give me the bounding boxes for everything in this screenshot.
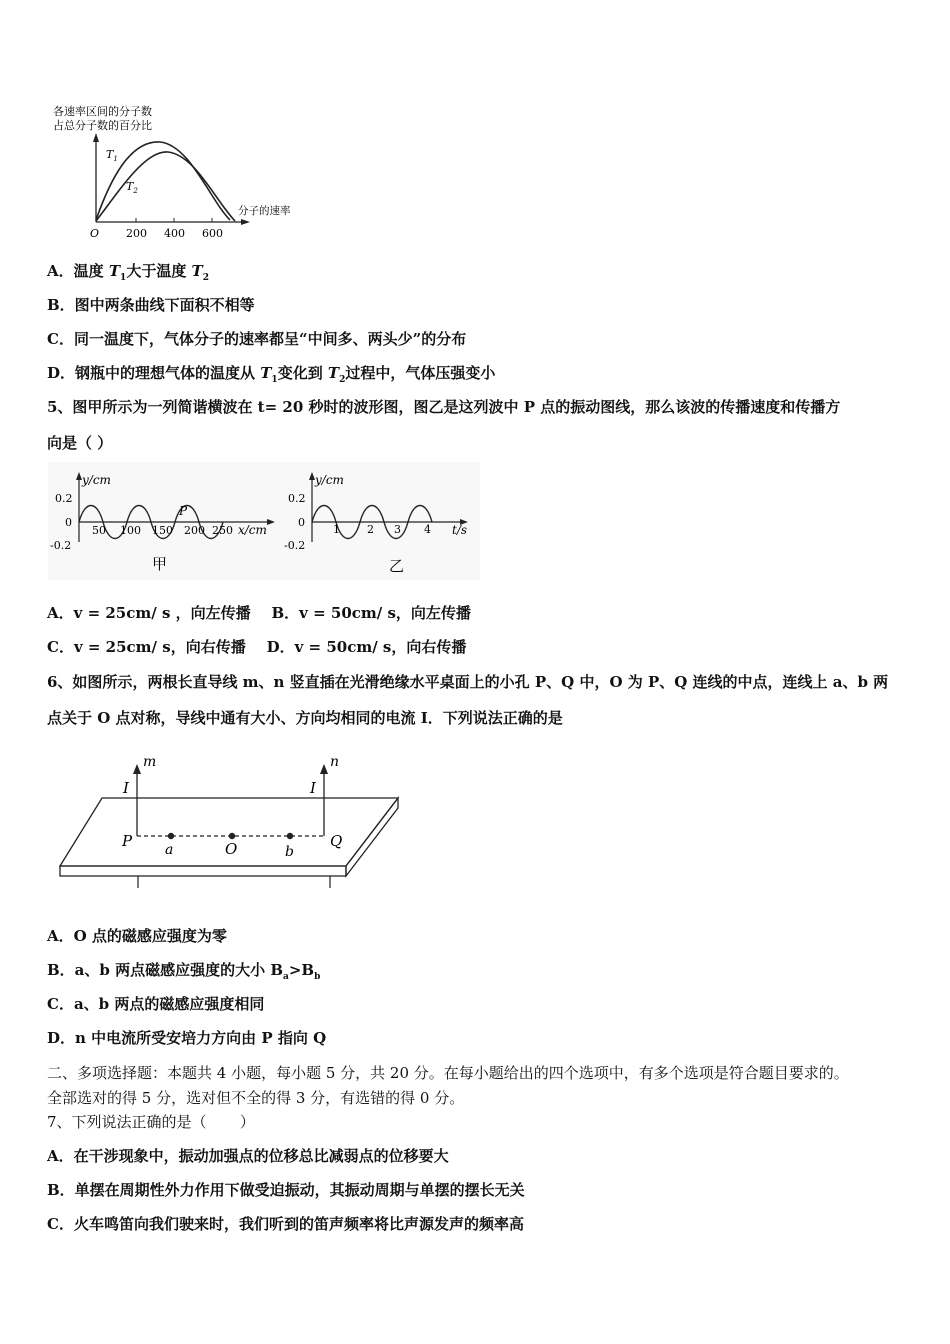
wave-yi-tick-3: 3: [394, 523, 401, 536]
label-m: m: [143, 754, 157, 770]
q7-option-c: C．火车鸣笛向我们驶来时，我们听到的笛声频率将比声源发声的频率高: [47, 1215, 524, 1233]
fig-speed-tick-400: 400: [164, 227, 185, 240]
table-front-edge: [60, 866, 346, 876]
wave-jia-ylabel: y/cm: [82, 473, 111, 487]
wave-jia-y-bottom: -0.2: [50, 539, 72, 552]
label-o: O: [225, 840, 238, 858]
wave-jia-tick-200: 200: [184, 524, 205, 537]
fig-speed-tick-200: 200: [126, 227, 147, 240]
label-q: Q: [330, 832, 343, 850]
wave-yi-y-zero: 0: [298, 516, 305, 529]
wave-jia-y-zero: 0: [65, 516, 72, 529]
wave-yi-y-bottom: -0.2: [284, 539, 306, 552]
q7-option-b: B．单摆在周期性外力作用下做受迫振动，其振动周期与单摆的摆长无关: [47, 1181, 525, 1199]
wave-jia-tick-150: 150: [152, 524, 173, 537]
fig-speed-y-arrow: [93, 133, 99, 142]
q7-option-a: A．在干涉现象中，振动加强点的位移总比减弱点的位移要大: [47, 1147, 449, 1165]
point-b: [287, 833, 293, 839]
wire-n-arrow: [320, 764, 328, 774]
wave-yi-y-top: 0.2: [288, 492, 306, 505]
label-n: n: [330, 754, 340, 770]
point-o: [229, 833, 235, 839]
wave-jia-tick-100: 100: [120, 524, 141, 537]
q6-option-b: B．a、b 两点磁感应强度的大小 $B_a>B_b$: [47, 961, 321, 982]
wire-m-arrow: [133, 764, 141, 774]
section2-line-2: 全部选对的得 5 分，选对但不全的得 3 分，有选错的得 0 分。: [47, 1089, 465, 1107]
wave-jia-point-p: P: [179, 504, 188, 518]
q7-stem: 7、下列说法正确的是（ ）: [47, 1113, 255, 1131]
q6-option-d: D．n 中电流所受安培力方向由 P 指向 Q: [47, 1029, 327, 1047]
fig-speed-t2-label: $T_2$: [126, 180, 138, 195]
wave-yi-tick-2: 2: [367, 523, 374, 536]
wave-jia-tick-250: 250: [212, 524, 233, 537]
q4-option-d: D．钢瓶中的理想气体的温度从 $T_1$变化到 $T_2$过程中，气体压强变小: [47, 364, 496, 385]
q6-stem-line-2: 点关于 O 点对称，导线中通有大小、方向均相同的电流 I．下列说法正确的是: [47, 709, 563, 727]
fig-speed-tick-600: 600: [202, 227, 223, 240]
speed-distribution-figure: [50, 100, 310, 245]
label-a: a: [165, 842, 174, 858]
wave-jia-y-top: 0.2: [55, 492, 73, 505]
wave-yi-ylabel: y/cm: [315, 473, 344, 487]
wires-table-figure: [48, 748, 408, 896]
q5-options-row-2: C．v = 25cm/ s，向右传播 D．v = 50cm/ s，向右传播: [47, 638, 467, 656]
wave-yi-caption: 乙: [389, 557, 405, 575]
fig-speed-ylabel-2: 占总分子数的百分比: [53, 119, 152, 132]
section2-line-1: 二、多项选择题：本题共 4 小题，每小题 5 分，共 20 分。在每小题给出的四个选项中，有多个选项是符合题目要求的。: [47, 1064, 849, 1082]
q4-option-c: C．同一温度下，气体分子的速率都呈“中间多、两头少”的分布: [47, 330, 467, 348]
label-i-left: I: [123, 779, 129, 797]
wave-jia-xlabel: x/cm: [238, 523, 267, 537]
q6-option-a: A．O 点的磁感应强度为零: [47, 927, 227, 945]
fig-speed-xlabel: 分子的速率: [238, 205, 291, 217]
wave-yi-tick-1: 1: [333, 523, 340, 536]
label-b: b: [285, 844, 294, 860]
q5-options-row-1: A．v = 25cm/ s ，向左传播 B．v = 50cm/ s，向左传播: [47, 604, 471, 622]
wave-yi-xlabel: t/s: [452, 523, 468, 537]
wave-jia-caption: 甲: [152, 555, 168, 573]
point-a: [168, 833, 174, 839]
fig-speed-origin: O: [90, 227, 100, 240]
fig-speed-t1-label: $T_1$: [106, 148, 118, 163]
fig-speed-x-arrow: [241, 219, 250, 225]
table-side-edge: [346, 798, 398, 876]
q5-stem-line-1: 5、图甲所示为一列简谐横波在 t= 20 秒时的波形图，图乙是这列波中 P 点的振动图线，那么该波的传播速度和传播方: [47, 398, 841, 416]
fig-speed-ylabel-1: 各速率区间的分子数: [53, 105, 152, 118]
label-p: P: [122, 832, 133, 850]
wave-figures: [48, 462, 480, 580]
wave-yi-tick-4: 4: [424, 523, 431, 536]
wave-jia-tick-50: 50: [92, 524, 106, 537]
q6-stem-line-1: 6、如图所示，两根长直导线 m、n 竖直插在光滑绝缘水平桌面上的小孔 P、Q 中，O 为 P、Q 连线的中点，连线上 a、b 两: [47, 673, 889, 691]
q4-option-a: A．温度 $T_1$大于温度 $T_2$: [47, 262, 209, 283]
fig-speed-curve-t1: [96, 142, 230, 220]
q5-stem-line-2: 向是（ ）: [47, 434, 113, 452]
q6-option-c: C．a、b 两点的磁感应强度相同: [47, 995, 265, 1013]
label-i-right: I: [310, 779, 316, 797]
wave-figure-background: [48, 462, 480, 580]
q4-option-b: B．图中两条曲线下面积不相等: [47, 296, 255, 314]
